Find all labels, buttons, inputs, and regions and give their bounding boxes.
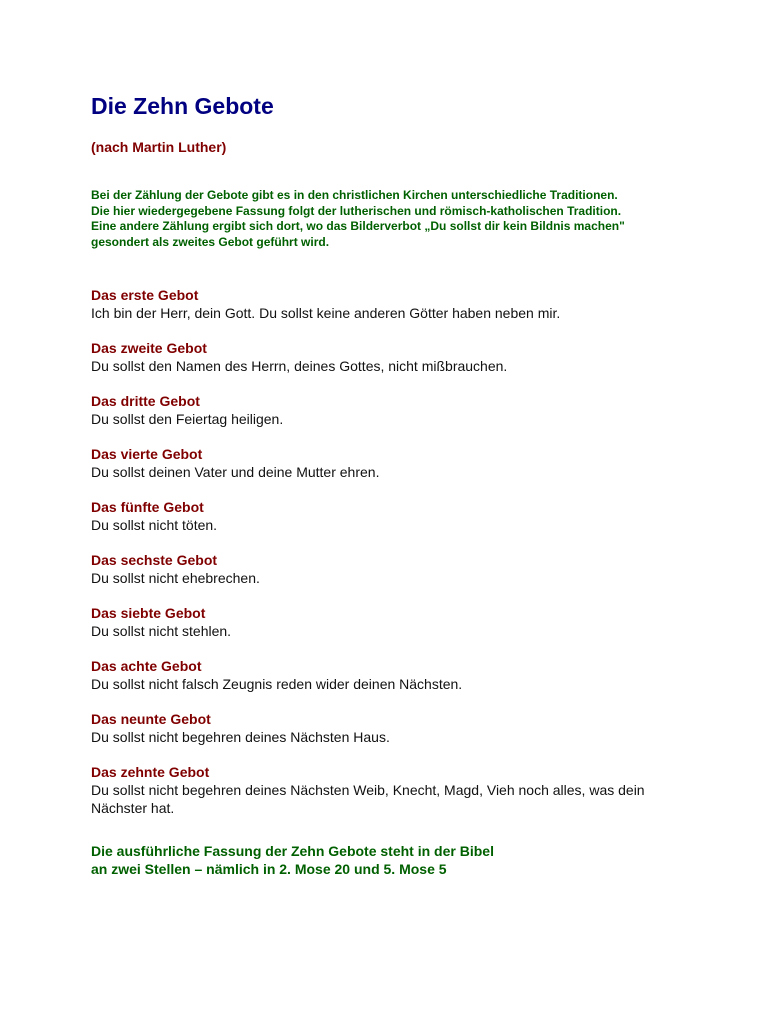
commandment-item	[91, 392, 691, 428]
commandment-title: Das neunte Gebot	[91, 711, 211, 727]
commandment-text: Du sollst den Namen des Herrn, deines Gottes, nicht mißbrauchen.	[91, 358, 508, 374]
commandment-text: Du sollst nicht begehren deines Nächsten Haus.	[91, 729, 390, 745]
commandment-title: Das sechste Gebot	[91, 552, 218, 568]
commandment-text: Du sollst nicht falsch Zeugnis reden wider deinen Nächsten.	[91, 676, 463, 692]
commandment-text: Du sollst nicht stehlen.	[91, 623, 232, 639]
page-title: Die Zehn Gebote	[91, 93, 274, 119]
commandment-text: Du sollst den Feiertag heiligen.	[91, 411, 284, 427]
commandment-item	[91, 551, 691, 587]
commandment-item	[91, 763, 691, 817]
commandment-title: Das zehnte Gebot	[91, 764, 210, 780]
commandment-text: Ich bin der Herr, dein Gott. Du sollst keine anderen Götter haben neben mir.	[91, 305, 561, 321]
intro-line: Eine andere Zählung ergibt sich dort, wo das Bilderverbot „Du sollst dir kein Bildnis machen"	[91, 219, 625, 233]
intro-line: Die hier wiedergegebene Fassung folgt der lutherischen und römisch-katholischen Tradition.	[91, 203, 622, 218]
commandment-title: Das vierte Gebot	[91, 446, 203, 462]
commandment-item	[91, 339, 691, 375]
page-subtitle: (nach Martin Luther)	[91, 139, 227, 155]
commandment-item	[91, 498, 691, 534]
intro-line: Bei der Zählung der Gebote gibt es in den christlichen Kirchen unterschiedliche Traditionen.	[91, 188, 618, 202]
closing-line: an zwei Stellen – nämlich in 2. Mose 20 und 5. Mose 5	[91, 861, 447, 877]
commandment-item	[91, 657, 691, 693]
commandment-item	[91, 604, 691, 640]
closing-note	[91, 842, 691, 878]
commandment-list	[91, 286, 691, 817]
commandment-item	[91, 710, 691, 746]
commandment-title: Das erste Gebot	[91, 287, 199, 303]
commandment-text: Du sollst deinen Vater und deine Mutter ehren.	[91, 464, 380, 480]
commandment-item	[91, 286, 691, 322]
intro-line: gesondert als zweites Gebot geführt wird.	[91, 234, 330, 249]
intro-paragraph	[91, 188, 691, 250]
commandment-text: Du sollst nicht ehebrechen.	[91, 570, 260, 586]
commandment-title: Das zweite Gebot	[91, 340, 207, 356]
closing-line: Die ausführliche Fassung der Zehn Gebote steht in der Bibel	[91, 843, 494, 859]
commandment-title: Das achte Gebot	[91, 658, 202, 674]
commandment-text: Du sollst nicht töten.	[91, 517, 218, 533]
commandment-title: Das siebte Gebot	[91, 605, 206, 621]
commandment-title: Das dritte Gebot	[91, 393, 200, 409]
commandment-title: Das fünfte Gebot	[91, 499, 204, 515]
document-page	[91, 90, 691, 878]
commandment-text: Du sollst nicht begehren deines Nächsten Weib, Knecht, Magd, Vieh noch alles, was dein Nächster hat.	[91, 782, 645, 816]
commandment-item	[91, 445, 691, 481]
